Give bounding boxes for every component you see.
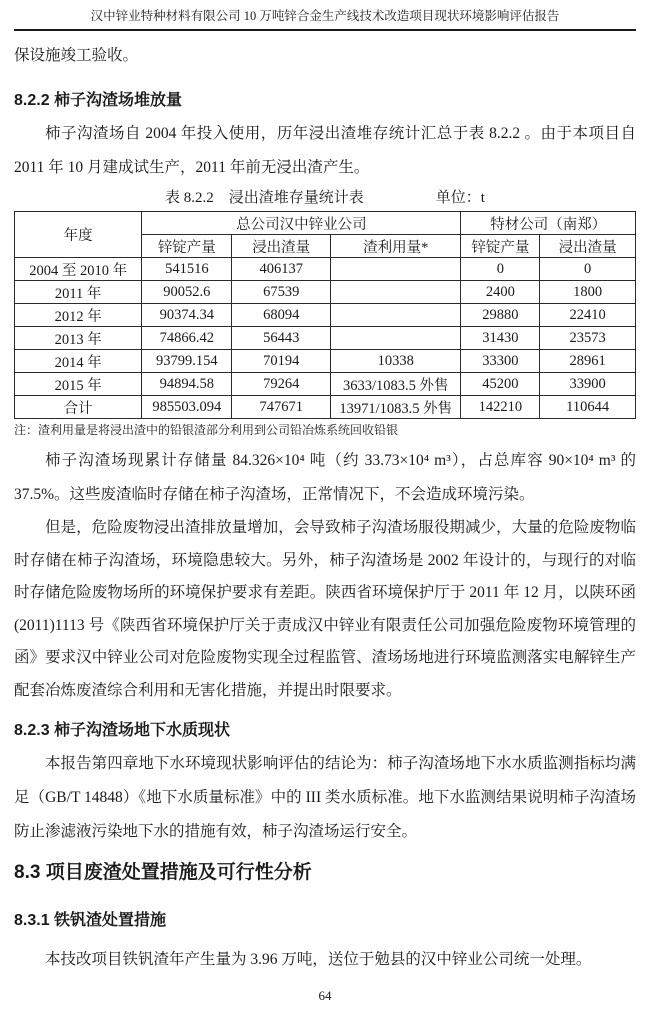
cell-value: 90052.6 [142, 281, 232, 304]
cell-year: 2004 至 2010 年 [15, 258, 142, 281]
table-row [15, 304, 636, 327]
col-header-zinc-output-sm: 锌锭产量 [461, 235, 540, 258]
cell-value: 110644 [540, 396, 636, 419]
cell-value: 67539 [232, 281, 331, 304]
cell-value: 0 [461, 258, 540, 281]
cell-value: 747671 [232, 396, 331, 419]
table-caption-row [14, 186, 636, 210]
col-header-zinc-output-hq: 锌锭产量 [142, 235, 232, 258]
cell-value: 56443 [232, 327, 331, 350]
cell-value: 142210 [461, 396, 540, 419]
table-header-row-1 [15, 212, 636, 235]
table-footnote: 注：渣利用量是将浸出渣中的铅银渣部分利用到公司铅冶炼系统回收铅银 [14, 423, 399, 437]
col-group-headquarters: 总公司汉中锌业公司 [142, 212, 461, 235]
paragraph-8-2-3: 本报告第四章地下水环境现状影响评估的结论为：柿子沟渣场地下水水质监测指标均满足（GB/T 14848）《地下水质量标准》中的 III 类水质标准。地下水监测结果说明柿子沟渣场防止渗滤液污染地下水的措施有效，柿子沟渣场运行安全。 [14, 755, 636, 840]
cell-value: 1800 [540, 281, 636, 304]
cell-year: 2011 年 [15, 281, 142, 304]
cell-value: 23573 [540, 327, 636, 350]
paragraph-8-3-1: 本技改项目铁钒渣年产生量为 3.96 万吨，送位于勉县的汉中锌业公司统一处理。 [45, 951, 592, 968]
cell-value: 79264 [232, 373, 331, 396]
cell-value: 13971/1083.5 外售 [331, 396, 461, 419]
cell-value: 22410 [540, 304, 636, 327]
heading-8-3: 8.3 项目废渣处置措施及可行性分析 [14, 862, 312, 883]
cell-value: 93799.154 [142, 350, 232, 373]
cell-value: 90374.34 [142, 304, 232, 327]
cell-value: 541516 [142, 258, 232, 281]
col-header-leach-residue-hq: 浸出渣量 [232, 235, 331, 258]
cell-value: 74866.42 [142, 327, 232, 350]
cell-year: 2014 年 [15, 350, 142, 373]
table-row [15, 350, 636, 373]
col-header-leach-residue-sm: 浸出渣量 [540, 235, 636, 258]
paragraph-storage-capacity: 柿子沟渣场现累计存储量 84.326×10⁴ 吨（约 33.73×10⁴ m³），占总库容 90×10⁴ m³ 的 37.5%。这些废渣临时存储在柿子沟渣场，正常情况下，不会造成环境污染。 [14, 452, 636, 503]
cell-value: 2400 [461, 281, 540, 304]
cell-value: 31430 [461, 327, 540, 350]
paragraph-8-2-2: 柿子沟渣场自 2004 年投入使用，历年浸出渣堆存统计汇总于表 8.2.2 。由于本项目自 2011 年 10 月建成试生产，2011 年前无浸出渣产生。 [14, 125, 636, 176]
table-row [15, 373, 636, 396]
cell-value: 33300 [461, 350, 540, 373]
cell-value [331, 304, 461, 327]
cell-year: 2013 年 [15, 327, 142, 350]
table-row [15, 258, 636, 281]
leach-residue-table [14, 211, 636, 419]
paragraph-risk-assessment: 但是，危险废物浸出渣排放量增加，会导致柿子沟渣场服役期减少，大量的危险废物临时存储在柿子沟渣场，环境隐患较大。另外，柿子沟渣场是 2002 年设计的，与现行的对临时存储危险废物场所的环境保护要求有差距。陕西省环境保护厅于 2011 年 12 月，以陕环函(2011)1113 号《陕西省环境保护厅关于责成汉中锌业有限责任公司加强危险废物环境管理的函》要求汉中锌业公司对危险废物实现全过程监管、渣场场地进行环境监测落实电解锌生产配套冶炼废渣综合利用和无害化措施，并提出时限要求。 [14, 519, 636, 699]
table-row [15, 327, 636, 350]
cell-value: 0 [540, 258, 636, 281]
cell-value: 45200 [461, 373, 540, 396]
cell-value: 70194 [232, 350, 331, 373]
heading-8-2-2: 8.2.2 柿子沟渣场堆放量 [14, 92, 183, 109]
cell-value: 3633/1083.5 外售 [331, 373, 461, 396]
cell-value: 94894.58 [142, 373, 232, 396]
cell-value [331, 327, 461, 350]
cell-value: 406137 [232, 258, 331, 281]
cell-year: 2015 年 [15, 373, 142, 396]
cell-value: 29880 [461, 304, 540, 327]
table-row-total [15, 396, 636, 419]
document-header-title: 汉中锌业特种材料有限公司 10 万吨锌合金生产线技术改造项目现状环境影响评估报告 [14, 8, 636, 31]
col-group-special-materials: 特材公司（南郑） [461, 212, 636, 235]
heading-8-2-3: 8.2.3 柿子沟渣场地下水质现状 [14, 722, 231, 739]
cell-value: 68094 [232, 304, 331, 327]
table-unit: 单位：t [435, 190, 485, 206]
cell-value: 985503.094 [142, 396, 232, 419]
table-caption: 表 8.2.2 浸出渣堆存量统计表 [165, 190, 364, 206]
cell-value: 33900 [540, 373, 636, 396]
paragraph-acceptance: 保设施竣工验收。 [14, 47, 139, 64]
cell-year: 合计 [15, 396, 142, 419]
table-row [15, 281, 636, 304]
cell-value: 10338 [331, 350, 461, 373]
page-number: 64 [318, 988, 332, 1003]
col-header-residue-utilized: 渣利用量* [331, 235, 461, 258]
col-header-year: 年度 [15, 212, 142, 258]
cell-value [331, 281, 461, 304]
cell-year: 2012 年 [15, 304, 142, 327]
cell-value: 28961 [540, 350, 636, 373]
cell-value [331, 258, 461, 281]
heading-8-3-1: 8.3.1 铁钒渣处置措施 [14, 912, 167, 929]
